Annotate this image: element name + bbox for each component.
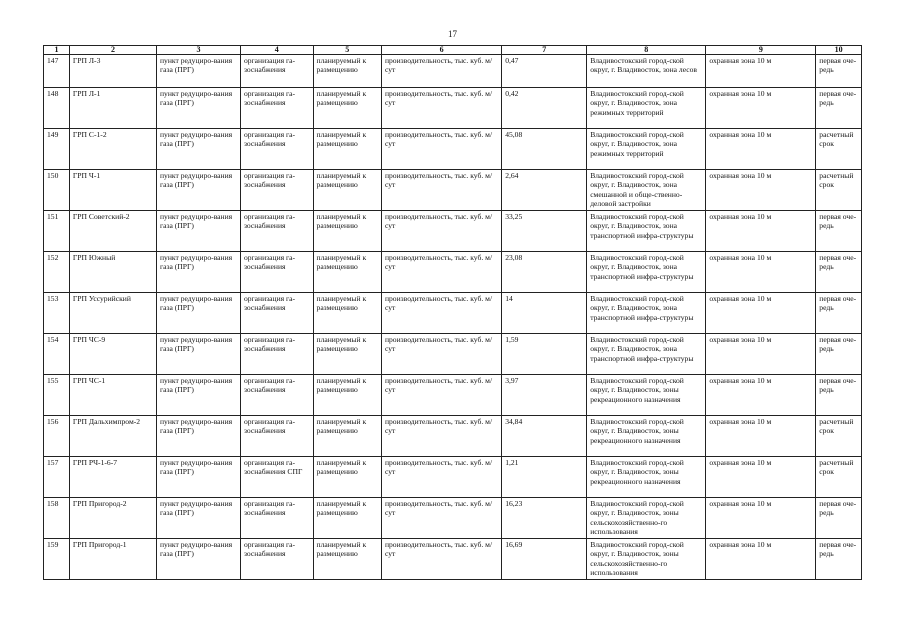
row-number-cell: 149 [44,129,70,170]
value-cell: 23,08 [502,252,587,293]
parameter-cell: производительность, тыс. куб. м/сут [381,375,501,416]
zone-cell: охранная зона 10 м [706,416,816,457]
organization-cell: организация га-зоснабжения [240,293,313,334]
facility-type-cell: пункт редуциро-вания газа (ПРГ) [156,252,240,293]
zone-cell: охранная зона 10 м [706,211,816,252]
location-cell: Владивостокский город-ской округ, г. Владивосток, зоны сельскохозяйственно-го использования [587,539,706,580]
status-cell: планируемый к размещению [313,170,381,211]
value-cell: 0,42 [502,88,587,129]
column-header: 7 [502,46,587,55]
status-cell: планируемый к размещению [313,457,381,498]
value-cell: 1,59 [502,334,587,375]
facility-name-cell: ГРП Пригород-1 [69,539,156,580]
facility-type-cell: пункт редуциро-вания газа (ПРГ) [156,498,240,539]
zone-cell: охранная зона 10 м [706,539,816,580]
facility-name-cell: ГРП ЧС-9 [69,334,156,375]
location-cell: Владивостокский город-ской округ, г. Владивосток, зона транспортной инфра-структуры [587,334,706,375]
term-cell: первая оче-редь [816,252,862,293]
term-cell: первая оче-редь [816,334,862,375]
value-cell: 0,47 [502,55,587,88]
row-number-cell: 151 [44,211,70,252]
row-number-cell: 155 [44,375,70,416]
row-number-cell: 157 [44,457,70,498]
zone-cell: охранная зона 10 м [706,55,816,88]
organization-cell: организация га-зоснабжения [240,375,313,416]
table-row [44,88,862,129]
status-cell: планируемый к размещению [313,129,381,170]
table-row [44,334,862,375]
term-cell: первая оче-редь [816,211,862,252]
status-cell: планируемый к размещению [313,293,381,334]
status-cell: планируемый к размещению [313,252,381,293]
location-cell: Владивостокский город-ской округ, г. Владивосток, зоны рекреационного назначения [587,457,706,498]
parameter-cell: производительность, тыс. куб. м/сут [381,170,501,211]
status-cell: планируемый к размещению [313,55,381,88]
table-row [44,416,862,457]
row-number-cell: 153 [44,293,70,334]
table-row [44,375,862,416]
organization-cell: организация га-зоснабжения [240,211,313,252]
value-cell: 16,23 [502,498,587,539]
row-number-cell: 147 [44,55,70,88]
facility-type-cell: пункт редуциро-вания газа (ПРГ) [156,293,240,334]
location-cell: Владивостокский город-ской округ, г. Владивосток, зоны рекреационного назначения [587,375,706,416]
location-cell: Владивостокский город-ской округ, г. Владивосток, зона режимных территорий [587,129,706,170]
status-cell: планируемый к размещению [313,498,381,539]
row-number-cell: 150 [44,170,70,211]
organization-cell: организация га-зоснабжения [240,498,313,539]
facility-type-cell: пункт редуциро-вания газа (ПРГ) [156,170,240,211]
parameter-cell: производительность, тыс. куб. м/сут [381,129,501,170]
table-row [44,55,862,88]
table-row [44,129,862,170]
row-number-cell: 158 [44,498,70,539]
facility-name-cell: ГРП Ч-1 [69,170,156,211]
table-row [44,252,862,293]
parameter-cell: производительность, тыс. куб. м/сут [381,416,501,457]
status-cell: планируемый к размещению [313,88,381,129]
table-row [44,539,862,580]
column-header: 5 [313,46,381,55]
zone-cell: охранная зона 10 м [706,375,816,416]
facility-type-cell: пункт редуциро-вания газа (ПРГ) [156,416,240,457]
facility-name-cell: ГРП ЧС-1 [69,375,156,416]
facility-type-cell: пункт редуциро-вания газа (ПРГ) [156,334,240,375]
term-cell: первая оче-редь [816,375,862,416]
zone-cell: охранная зона 10 м [706,170,816,211]
parameter-cell: производительность, тыс. куб. м/сут [381,457,501,498]
term-cell: первая оче-редь [816,539,862,580]
organization-cell: организация га-зоснабжения [240,416,313,457]
column-header: 10 [816,46,862,55]
zone-cell: охранная зона 10 м [706,129,816,170]
parameter-cell: производительность, тыс. куб. м/сут [381,498,501,539]
zone-cell: охранная зона 10 м [706,88,816,129]
parameter-cell: производительность, тыс. куб. м/сут [381,539,501,580]
status-cell: планируемый к размещению [313,375,381,416]
facility-name-cell: ГРП Пригород-2 [69,498,156,539]
facility-type-cell: пункт редуциро-вания газа (ПРГ) [156,539,240,580]
organization-cell: организация га-зоснабжения [240,170,313,211]
facility-name-cell: ГРП Уссурийский [69,293,156,334]
organization-cell: организация га-зоснабжения СПГ [240,457,313,498]
column-header: 8 [587,46,706,55]
column-header: 2 [69,46,156,55]
location-cell: Владивостокский город-ской округ, г. Владивосток, зона транспортной инфра-структуры [587,211,706,252]
organization-cell: организация га-зоснабжения [240,252,313,293]
location-cell: Владивостокский город-ской округ, г. Владивосток, зона лесов [587,55,706,88]
row-number-cell: 156 [44,416,70,457]
table-row [44,498,862,539]
facilities-table [43,45,862,580]
facility-type-cell: пункт редуциро-вания газа (ПРГ) [156,88,240,129]
term-cell: первая оче-редь [816,55,862,88]
table-row [44,457,862,498]
row-number-cell: 154 [44,334,70,375]
column-header: 9 [706,46,816,55]
organization-cell: организация га-зоснабжения [240,539,313,580]
facility-type-cell: пункт редуциро-вания газа (ПРГ) [156,375,240,416]
value-cell: 2,64 [502,170,587,211]
table-row [44,211,862,252]
parameter-cell: производительность, тыс. куб. м/сут [381,88,501,129]
term-cell: расчетный срок [816,170,862,211]
table-row [44,293,862,334]
term-cell: расчетный срок [816,129,862,170]
zone-cell: охранная зона 10 м [706,252,816,293]
facility-name-cell: ГРП Южный [69,252,156,293]
column-header: 1 [44,46,70,55]
term-cell: расчетный срок [816,457,862,498]
row-number-cell: 159 [44,539,70,580]
facility-type-cell: пункт редуциро-вания газа (ПРГ) [156,211,240,252]
term-cell: расчетный срок [816,416,862,457]
location-cell: Владивостокский город-ской округ, г. Владивосток, зоны сельскохозяйственно-го использования [587,498,706,539]
facility-name-cell: ГРП С-1-2 [69,129,156,170]
organization-cell: организация га-зоснабжения [240,55,313,88]
row-number-cell: 152 [44,252,70,293]
location-cell: Владивостокский город-ской округ, г. Владивосток, зона режимных территорий [587,88,706,129]
value-cell: 33,25 [502,211,587,252]
table-row [44,170,862,211]
status-cell: планируемый к размещению [313,334,381,375]
organization-cell: организация га-зоснабжения [240,334,313,375]
zone-cell: охранная зона 10 м [706,293,816,334]
column-header: 3 [156,46,240,55]
facility-name-cell: ГРП Л-3 [69,55,156,88]
term-cell: первая оче-редь [816,498,862,539]
organization-cell: организация га-зоснабжения [240,129,313,170]
column-header: 4 [240,46,313,55]
facility-name-cell: ГРП РЧ-1-6-7 [69,457,156,498]
table-body [44,55,862,580]
parameter-cell: производительность, тыс. куб. м/сут [381,211,501,252]
value-cell: 34,84 [502,416,587,457]
column-numbers-row [44,46,862,55]
zone-cell: охранная зона 10 м [706,498,816,539]
facility-name-cell: ГРП Советский-2 [69,211,156,252]
status-cell: планируемый к размещению [313,416,381,457]
facility-type-cell: пункт редуциро-вания газа (ПРГ) [156,457,240,498]
location-cell: Владивостокский город-ской округ, г. Владивосток, зоны рекреационного назначения [587,416,706,457]
location-cell: Владивостокский город-ской округ, г. Владивосток, зона транспортной инфра-структуры [587,293,706,334]
location-cell: Владивостокский город-ской округ, г. Владивосток, зона смешанной и обще-ственно-деловой застройки [587,170,706,211]
parameter-cell: производительность, тыс. куб. м/сут [381,252,501,293]
page-number: 17 [448,29,457,39]
value-cell: 14 [502,293,587,334]
organization-cell: организация га-зоснабжения [240,88,313,129]
value-cell: 1,21 [502,457,587,498]
location-cell: Владивостокский город-ской округ, г. Владивосток, зона транспортной инфра-структуры [587,252,706,293]
facility-name-cell: ГРП Дальхимпром-2 [69,416,156,457]
facility-name-cell: ГРП Л-1 [69,88,156,129]
status-cell: планируемый к размещению [313,539,381,580]
zone-cell: охранная зона 10 м [706,334,816,375]
parameter-cell: производительность, тыс. куб. м/сут [381,55,501,88]
table-header [44,46,862,55]
value-cell: 45,08 [502,129,587,170]
row-number-cell: 148 [44,88,70,129]
value-cell: 3,97 [502,375,587,416]
term-cell: первая оче-редь [816,293,862,334]
column-header: 6 [381,46,501,55]
parameter-cell: производительность, тыс. куб. м/сут [381,334,501,375]
facility-type-cell: пункт редуциро-вания газа (ПРГ) [156,55,240,88]
term-cell: первая оче-редь [816,88,862,129]
status-cell: планируемый к размещению [313,211,381,252]
zone-cell: охранная зона 10 м [706,457,816,498]
parameter-cell: производительность, тыс. куб. м/сут [381,293,501,334]
value-cell: 16,69 [502,539,587,580]
facility-type-cell: пункт редуциро-вания газа (ПРГ) [156,129,240,170]
